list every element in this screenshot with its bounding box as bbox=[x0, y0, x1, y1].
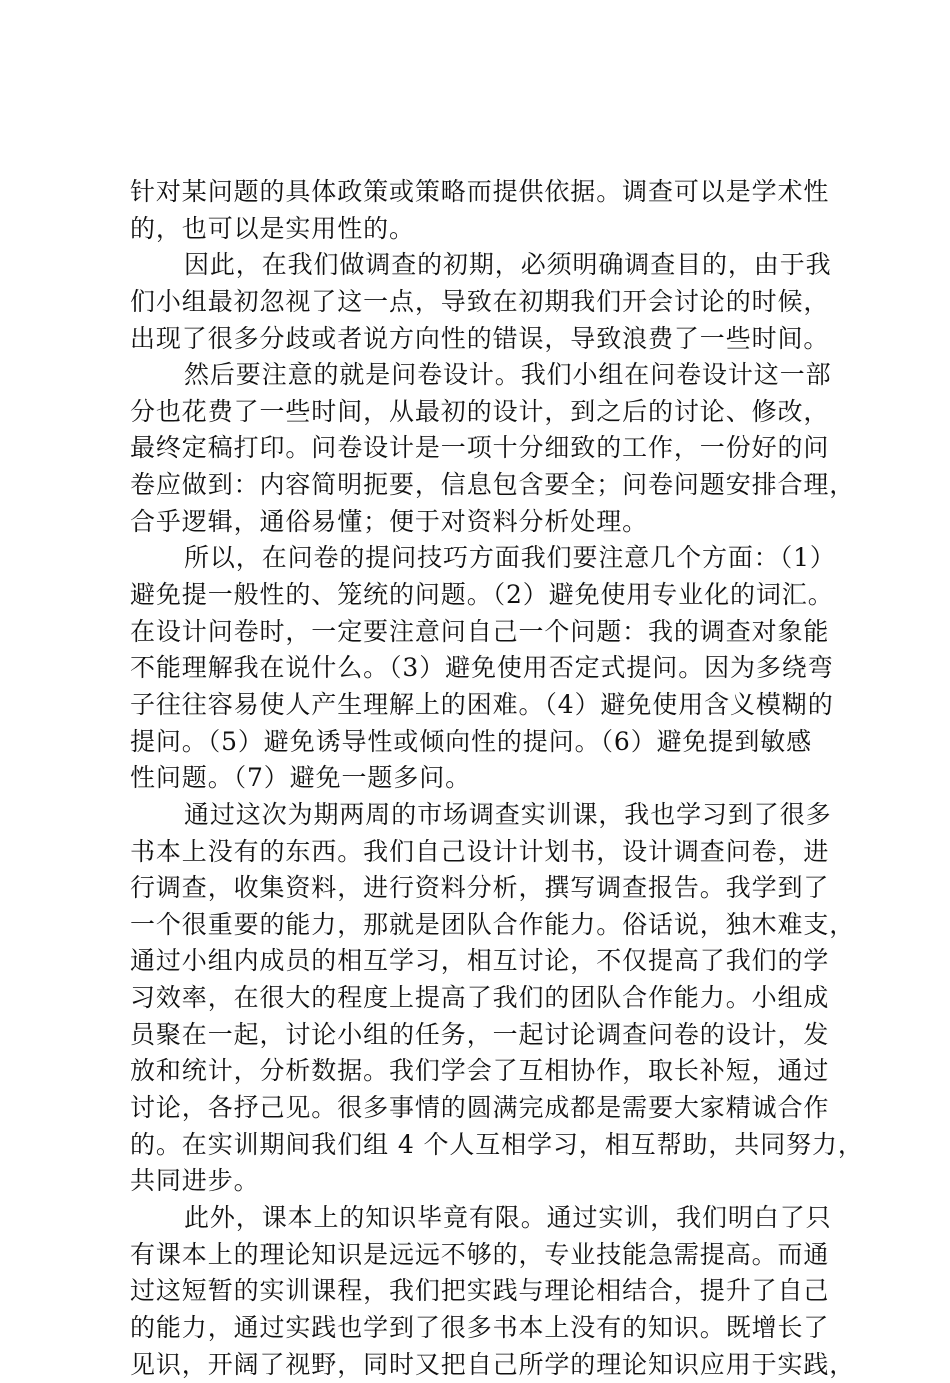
text-line: 性问题。（7）避免一题多问。 bbox=[130, 760, 832, 797]
paragraph-6 bbox=[130, 1200, 832, 1383]
text-line: 在设计问卷时，一定要注意问自己一个问题：我的调查对象能 bbox=[130, 614, 832, 651]
text-line: 放和统计，分析数据。我们学会了互相协作，取长补短，通过 bbox=[130, 1053, 832, 1090]
text-line: 所以，在问卷的提问技巧方面我们要注意几个方面：（1） bbox=[130, 540, 832, 577]
text-line: 不能理解我在说什么。（3）避免使用否定式提问。因为多绕弯 bbox=[130, 650, 832, 687]
paragraph-1 bbox=[130, 174, 832, 247]
text-line: 书本上没有的东西。我们自己设计计划书，设计调查问卷，进 bbox=[130, 834, 832, 871]
text-line: 此外，课本上的知识毕竟有限。通过实训，我们明白了只 bbox=[130, 1200, 832, 1237]
text-line: 一个很重要的能力，那就是团队合作能力。俗话说，独木难支， bbox=[130, 907, 832, 944]
text-line: 行调查，收集资料，进行资料分析，撰写调查报告。我学到了 bbox=[130, 870, 832, 907]
text-line: 的能力，通过实践也学到了很多书本上没有的知识。既增长了 bbox=[130, 1310, 832, 1347]
text-line: 的，也可以是实用性的。 bbox=[130, 211, 832, 248]
text-line: 最终定稿打印。问卷设计是一项十分细致的工作，一份好的问 bbox=[130, 430, 832, 467]
text-line: 卷应做到：内容简明扼要，信息包含要全；问卷问题安排合理， bbox=[130, 467, 832, 504]
text-line: 通过这次为期两周的市场调查实训课，我也学习到了很多 bbox=[130, 797, 832, 834]
text-line: 提问。（5）避免诱导性或倾向性的提问。（6）避免提到敏感 bbox=[130, 724, 832, 761]
text-line: 有课本上的理论知识是远远不够的，专业技能急需提高。而通 bbox=[130, 1237, 832, 1274]
text-line: 的。在实训期间我们组 4 个人互相学习，相互帮助，共同努力， bbox=[130, 1127, 832, 1164]
paragraph-2 bbox=[130, 247, 832, 357]
text-line: 讨论，各抒己见。很多事情的圆满完成都是需要大家精诚合作 bbox=[130, 1090, 832, 1127]
text-line: 共同进步。 bbox=[130, 1163, 832, 1200]
text-line: 针对某问题的具体政策或策略而提供依据。调查可以是学术性 bbox=[130, 174, 832, 211]
text-line: 避免提一般性的、笼统的问题。（2）避免使用专业化的词汇。 bbox=[130, 577, 832, 614]
text-line: 因此，在我们做调查的初期，必须明确调查目的，由于我 bbox=[130, 247, 832, 284]
text-line: 习效率，在很大的程度上提高了我们的团队合作能力。小组成 bbox=[130, 980, 832, 1017]
text-line: 出现了很多分歧或者说方向性的错误，导致浪费了一些时间。 bbox=[130, 321, 832, 358]
text-line: 子往往容易使人产生理解上的困难。（4）避免使用含义模糊的 bbox=[130, 687, 832, 724]
text-line: 合乎逻辑，通俗易懂；便于对资料分析处理。 bbox=[130, 504, 832, 541]
text-line: 见识，开阔了视野，同时又把自己所学的理论知识应用于实践， bbox=[130, 1347, 832, 1383]
text-line: 然后要注意的就是问卷设计。我们小组在问卷设计这一部 bbox=[130, 357, 832, 394]
body-text bbox=[130, 174, 832, 1383]
paragraph-4 bbox=[130, 540, 832, 796]
text-line: 过这短暂的实训课程，我们把实践与理论相结合，提升了自己 bbox=[130, 1273, 832, 1310]
paragraph-5 bbox=[130, 797, 832, 1200]
text-line: 员聚在一起，讨论小组的任务，一起讨论调查问卷的设计，发 bbox=[130, 1017, 832, 1054]
text-line: 通过小组内成员的相互学习，相互讨论，不仅提高了我们的学 bbox=[130, 943, 832, 980]
paragraph-3 bbox=[130, 357, 832, 540]
text-line: 分也花费了一些时间，从最初的设计，到之后的讨论、修改， bbox=[130, 394, 832, 431]
text-line: 们小组最初忽视了这一点，导致在初期我们开会讨论的时候， bbox=[130, 284, 832, 321]
